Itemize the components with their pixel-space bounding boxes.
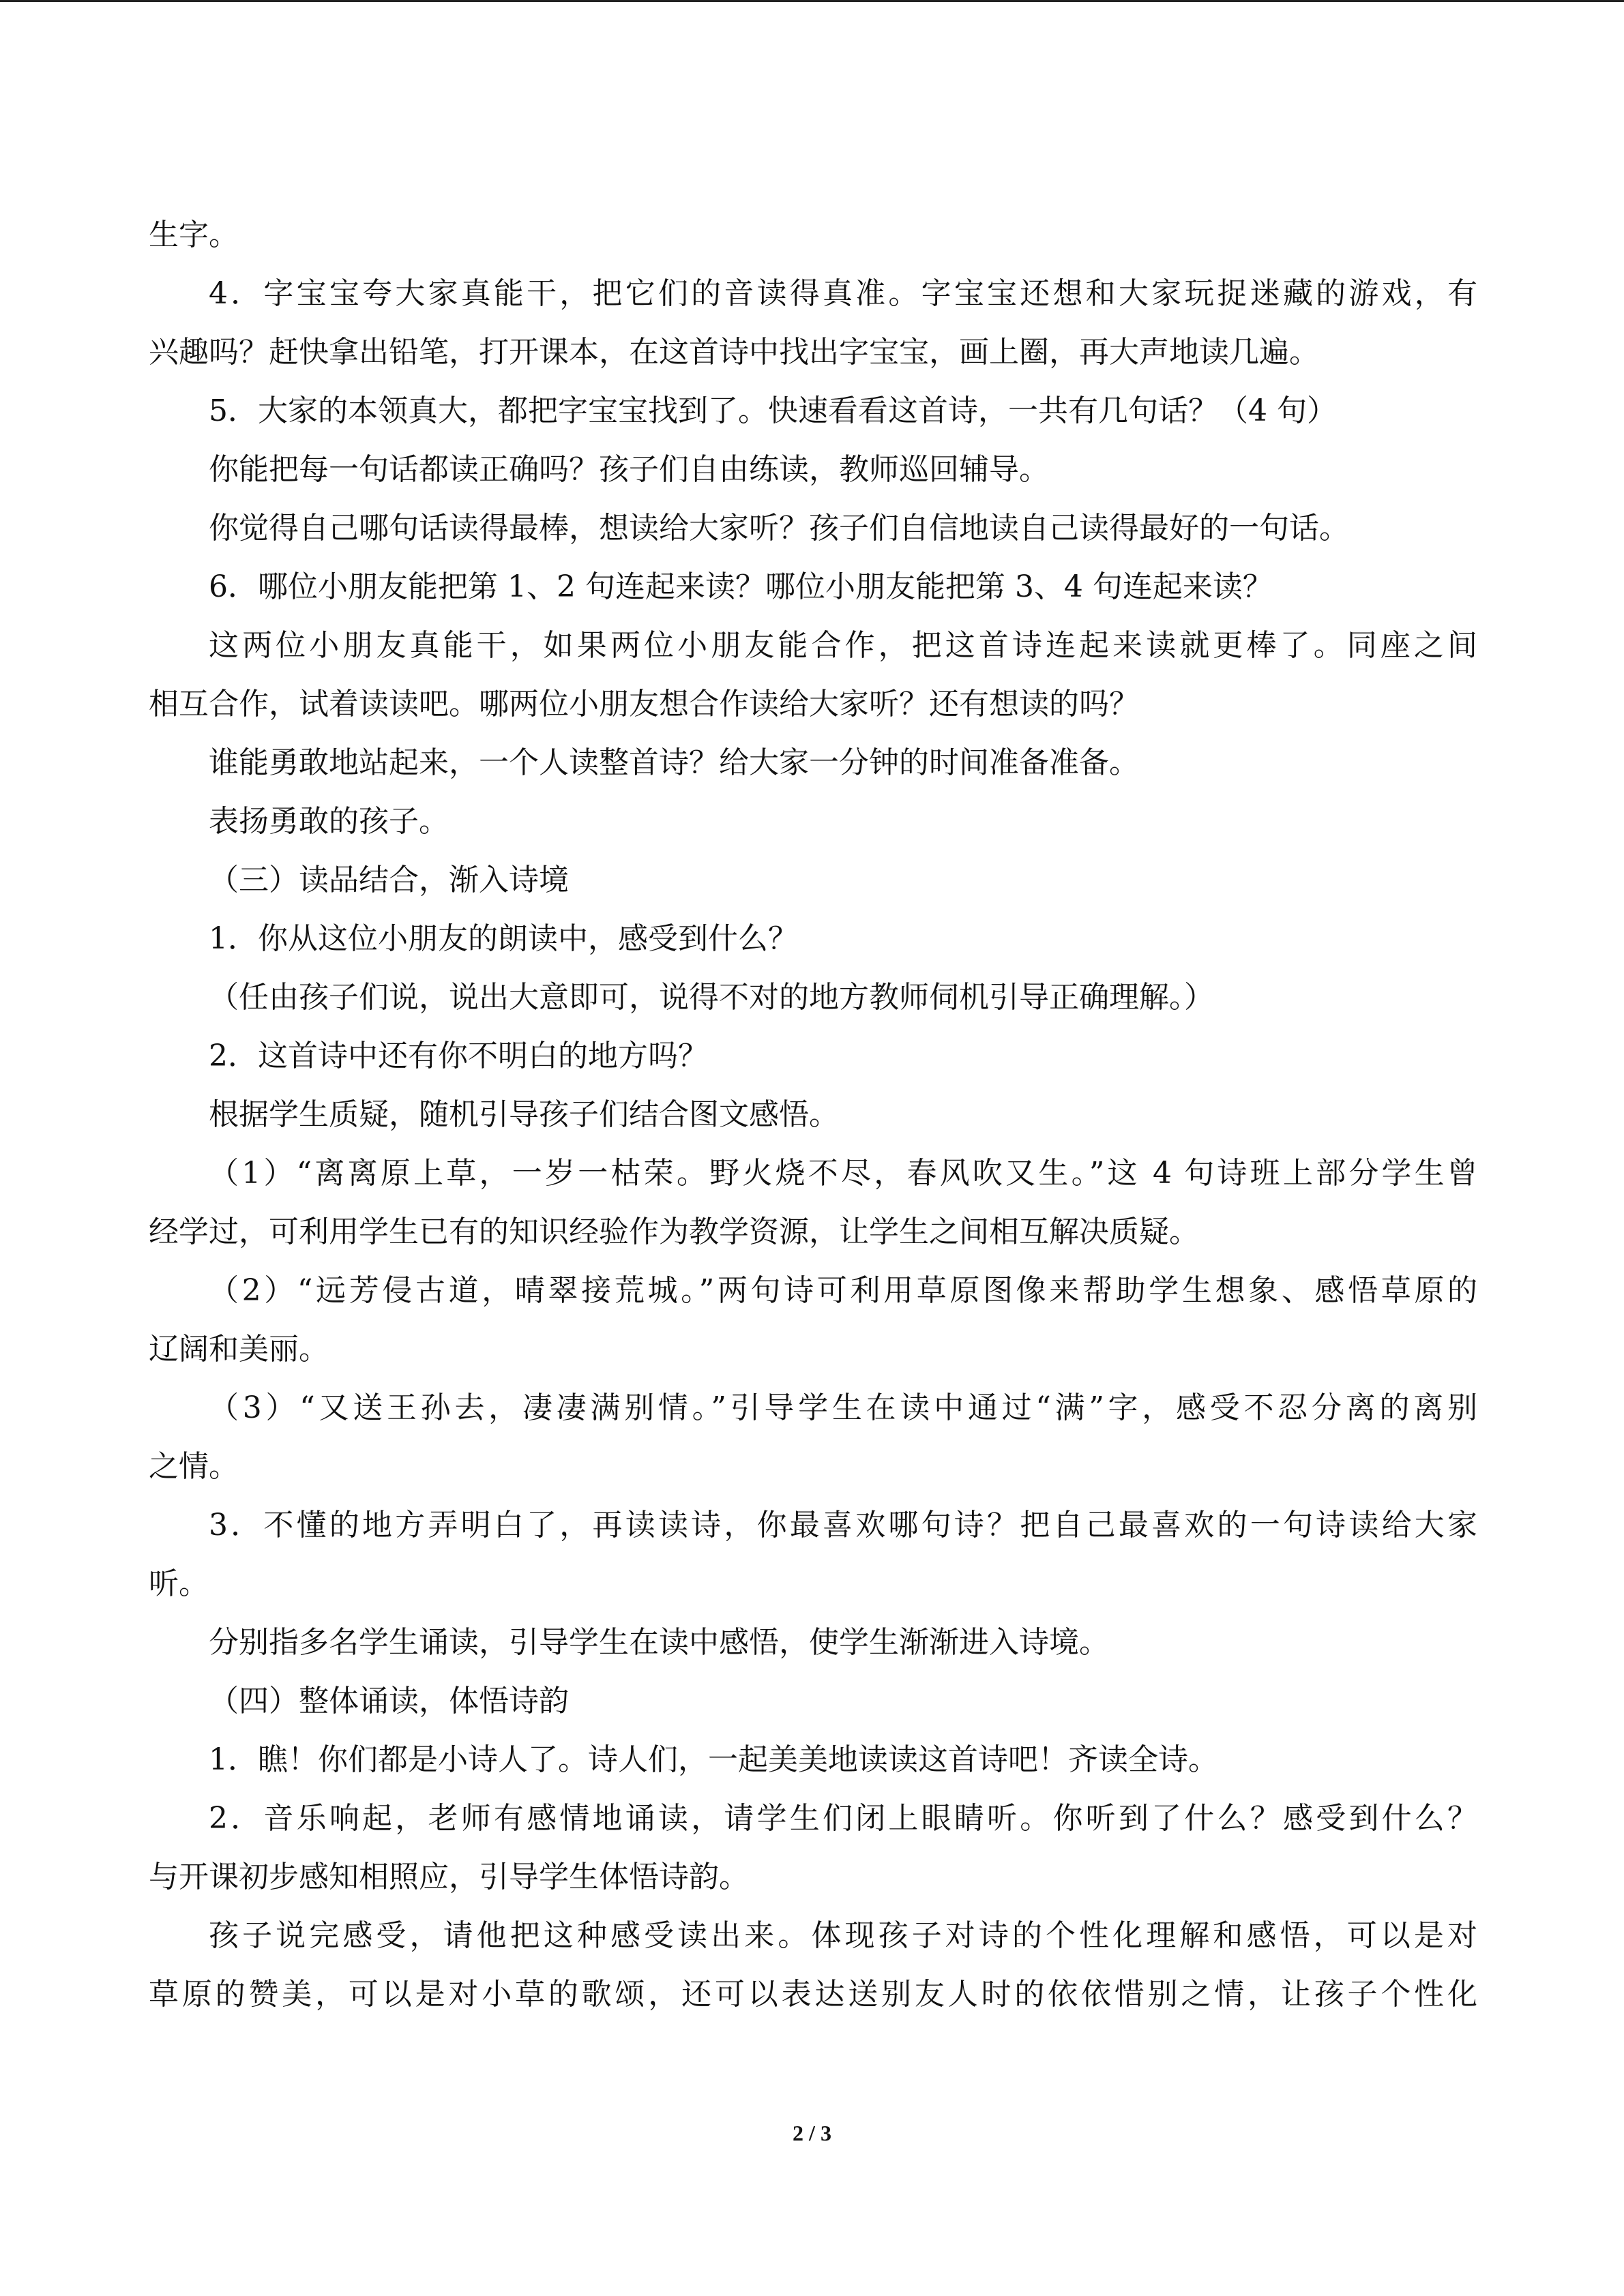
paragraph-line: 生字。 — [149, 218, 239, 252]
paragraph-line: 与开课初步感知相照应，引导学生体悟诗韵。 — [149, 1860, 749, 1894]
document-body — [149, 206, 1477, 2024]
paragraph-line: 5．大家的本领真大，都把字宝宝找到了。快速看看这首诗，一共有几句话？（4 句） — [209, 393, 1337, 428]
top-border-line — [0, 0, 1624, 2]
paragraph-line: （2）“远芳侵古道，晴翠接荒城。”两句诗可利用草原图像来帮助学生想象、感悟草原的 — [209, 1273, 1477, 1308]
paragraph-line: 4．字宝宝夸大家真能干，把它们的音读得真准。字宝宝还想和大家玩捉迷藏的游戏，有 — [209, 276, 1477, 311]
page-number: 2 / 3 — [793, 2121, 831, 2145]
paragraph-line: 经学过，可利用学生已有的知识经验作为教学资源，让学生之间相互解决质疑。 — [149, 1214, 1199, 1249]
paragraph-line: （3）“又送王孙去，凄凄满别情。”引导学生在读中通过“满”字，感受不忍分离的离别 — [209, 1390, 1477, 1425]
paragraph-line: 根据学生质疑，随机引导孩子们结合图文感悟。 — [209, 1097, 839, 1132]
paragraph-line: （1）“离离原上草，一岁一枯荣。野火烧不尽，春风吹又生。”这 4 句诗班上部分学生曾 — [209, 1156, 1477, 1191]
paragraph-line: 3．不懂的地方弄明白了，再读读诗，你最喜欢哪句诗？把自己最喜欢的一句诗读给大家 — [209, 1508, 1477, 1542]
paragraph-line: 你觉得自己哪句话读得最棒，想读给大家听？孩子们自信地读自己读得最好的一句话。 — [209, 511, 1349, 546]
paragraph-line: 草原的赞美，可以是对小草的歌颂，还可以表达送别友人时的依依惜别之情，让孩子个性化 — [149, 1977, 1477, 2012]
section-heading: （四）整体诵读，体悟诗韵 — [209, 1684, 569, 1718]
paragraph-line: 兴趣吗？赶快拿出铅笔，打开课本，在这首诗中找出字宝宝，画上圈，再大声地读几遍。 — [149, 335, 1319, 370]
paragraph-line: 1．你从这位小朋友的朗读中，感受到什么？ — [209, 921, 798, 956]
paragraph-line: 2．这首诗中还有你不明白的地方吗？ — [209, 1039, 708, 1073]
paragraph-line: 2．音乐响起，老师有感情地诵读，请学生们闭上眼睛听。你听到了什么？感受到什么？ — [209, 1801, 1477, 1836]
paragraph-line: 1．瞧！你们都是小诗人了。诗人们，一起美美地读读这首诗吧！齐读全诗。 — [209, 1742, 1218, 1777]
section-heading: （三）读品结合，渐入诗境 — [209, 863, 569, 897]
paragraph-line: 你能把每一句话都读正确吗？孩子们自由练读，教师巡回辅导。 — [209, 452, 1049, 487]
paragraph-line: 6．哪位小朋友能把第 1、2 句连起来读？哪位小朋友能把第 3、4 句连起来读？ — [209, 569, 1273, 604]
paragraph-line: 之情。 — [149, 1449, 239, 1484]
paragraph-line: 这两位小朋友真能干，如果两位小朋友能合作，把这首诗连起来读就更棒了。同座之间 — [209, 628, 1477, 663]
paragraph-line: 谁能勇敢地站起来，一个人读整首诗？给大家一分钟的时间准备准备。 — [209, 745, 1139, 780]
paragraph-line: 表扬勇敢的孩子。 — [209, 804, 449, 839]
paragraph-line: （任由孩子们说，说出大意即可，说得不对的地方教师伺机引导正确理解。） — [209, 980, 1214, 1015]
paragraph-line: 孩子说完感受，请他把这种感受读出来。体现孩子对诗的个性化理解和感悟，可以是对 — [209, 1918, 1477, 1953]
paragraph-line: 听。 — [149, 1566, 209, 1601]
paragraph-line: 辽阔和美丽。 — [149, 1332, 329, 1367]
paragraph-line: 分别指多名学生诵读，引导学生在读中感悟，使学生渐渐进入诗境。 — [209, 1625, 1109, 1660]
paragraph-line: 相互合作，试着读读吧。哪两位小朋友想合作读给大家听？还有想读的吗？ — [149, 687, 1139, 721]
